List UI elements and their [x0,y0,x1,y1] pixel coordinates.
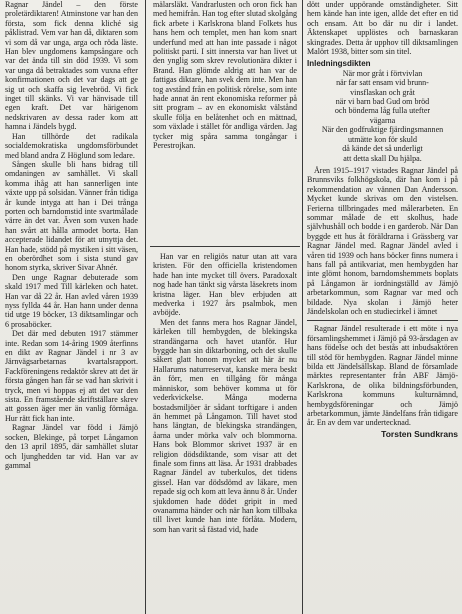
paragraph: mälarsläkt. Vandrarlusten och oron fick han med hemifrån. Han tog efter slutad skolgång fick arbete i Karlskrona bland Folkets hus hans hem och templet, men han kom snart underfund med att han inte passade i något politiskt parti. I sitt innersta var han livet ut den ynglig som skrev revolutionära dikter i Brand. Han glömde aldrig att han var de fattigas diktare, han svek dem inte. Men han tog avstånd från en politisk rörelse, som inte hade annat än rent ekonomiska reformer på sitt program – av en ekonomiskt välstånd skulle följa en belåtenhet och en mättnad, som växlade i stället för andliga värden. Jag tycker mig spåra samma tongångar i Perestrojkan. [153,0,297,151]
poem-line: när far satt ensam vid brunn- [336,78,429,88]
poem [307,69,458,163]
paragraph: Ragnar Jändel var född i Jämjö socken, Blekinge, på torpet Långamon den 13 april 1895, där samhället slutar och ljunghedden tar vid. Han var av gammal [5,423,138,470]
poem-line: när vi barn bad Gud om bröd [335,97,430,107]
paragraph: Ragnar Jändel resulterade i ett möte i nya församlingshemmet i Jämjö på 93-årsdagen av hans födelse och det bestås att inbudsaktören till stöd för hembygden. Ragnar Jändel minne bilda ett Jändelsällskap. Bland de församlade märktes representanter från ABF Jämjö-Karlskrona, de olika bildningsförbunden, Karlskrona kommuns kulturnämnd, hembygdsföreningar och Jämjö arbetarkommun, jämte Jändelfans från tidigare år. En av dem var undertecknad. [307,324,458,428]
author-signature: Torsten Sundkrans [381,428,458,439]
poem-line: vägarna [369,115,396,125]
poem-line: att detta skall Du hjälpa. [343,153,422,163]
poem-line: När mor gråt i förtvivlan [342,68,423,78]
paragraph: Det där med debuten 1917 stämmer inte. Redan som 14-åring 1909 återfinns en dikt av Ragnar Jändel i nr 3 av Järnvägsarbetarnas kvartalsrapport. Fackföreningens redaktör skrev att det är första gången han får se vad han skrivit i tryck, men vi hoppas ej att det var den sista. En framstående skriftställare skrev att gossen äger mer än vanlig förmåga. Hur rätt fick han inte. [5,329,138,423]
poem-line: vinsflaskan och gråt [350,87,415,97]
paragraph: Den unge Ragnar debuterade som skald 1917 med Till kärleken och hatet. Han var då 22 år. Han avled våren 1939 nyss fyllda 44 år. Han hann under denna tid utge 19 böcker, 13 diktsamlingar och 6 prosaböcker. [5,272,138,329]
subheading: Inledningsdikten [307,59,371,69]
paragraph: dött under uppörande omständigheter. Sitt hem kände han inte igen, allde det efter en tid och ensam. Att bo där nu dir i landet. Äktenskapet upplöstes och barnaskaran skingrades. Detta år upphov till diktsamlingen Malört 1938, bitter som sin titel. [307,0,458,57]
section-divider [150,246,300,247]
poem-line: då kände det så underligt [342,144,423,154]
paragraph: Men det fanns mera hos Ragnar Jändel, kärleken till hembygden, de blekingska strandängarna och havet utanför. Hur byggde han sin diktarboning, och det skulle säkert glatt honom mycket att här är nu Hallarums naturreservat, kanske mera beskt än förr, men en tillgång för många människor, som behöver komma ut för vederkvickelse. Många moderna bostadsmiljöer är sådant torftigare i anden än hemmet på Långamon. Till havet stod hans längtan, de blekingska strandängen, åarna under mörka valv och blommorna. Hans bok Blommor skrivet 1937 är en religion dödsdiktande, som visar att det finale som finns att läsa. År 1931 drabbades Ragnar Jändel av tuberkulos, det tidens gissel. Han var dödsdömd av läkare, men repade sig och kom att leva ännu 8 år. Under sjukdomen hade dödet gripit in med ovanamma händer och när han kom tillbaka till livet kunde han inte förlåta. Modern, som han varit så fästad vid, hade [153,317,297,534]
poem-line: och bönderna låg fulla utefter [334,106,431,116]
paragraph: Åren 1915–1917 vistades Ragnar Jändel på Brunnsviks folkhögskola, där han kom i på rekommendation av vännen Dan Andersson. Mycket kunde skrivas om den vistelsen. Ferierna tillbringades med målerarbeten. En sommar målade de ett skolhus, hade självhushåll och bodde i en garderob. När Dan byggde ett hus åt föräldrarna i Grässberg var Ragnar Jändel med. Ragnar Jändel avled i våren tid 1939 och hans böcker finns numera i hans fall på antikvariat, men hembygden har inte glömt honom, barndomshemmets boplats på Långamon är iordningställd av Jämjö arbetarkommun, som Ragnar var med och bildade. Nya skolan i Jämjö heter Jändelskolan och en studiecirkel i ämnet [307,165,458,316]
section-divider [307,320,458,321]
article-column-3 [307,0,458,439]
paragraph: Sången skulle bli hans bidrag till omdaningen av samhället. Vi skall komma ihåg att han sannerligen inte växte upp på solsidan. Vänner från tidiga år kunde intyga att han i Dei trånga porten och barndomstid inte svartmålade värre än det var. Även som vuxen hade han svårt att hålla armodet borta. Han accepterade lidandet för att utnyttja det. Han hade, stödd på mystiken i sitt väsen, en oberördhet som i sista stund gav honom styrka, skriver Sivar Ahnér. [5,159,138,273]
article-column-2-bottom [153,252,297,534]
column-divider [145,0,146,614]
poem-line: När den godfruktige fjärdingsmannen [321,125,444,135]
poem-line: utmätte kon för skuld [347,134,418,144]
paragraph: Han tillhörde det radikala socialdemokratiska ungdomsförbundet med bland andra Z Höglund som ledare. [5,131,138,160]
paragraph: Han var en religiös natur utan att vara kristen. För den officiella kristendomen hade han inte mycket till övers. Paradoxalt nog hade han tänkt sig vårsta läsekrets inom kristna läger. Han blev erbjuden att medverka i 1927 års psalmbok, men avböjde. [153,252,297,318]
column-divider [302,0,303,614]
paragraph: Ragnar Jändel – den förste proletärdiktaren! Atminstone var han den första, som fick denna kliché sig påklistrad. Vem var han då, diktaren som vi som då var unga, arga och röda läste. Han blev ungdomens kampsångare och var det ända till sin död 1939. Vi som var unga då betraktades som vuxna efter konfirmationen och det var dags att ge sig ut och skaffa sig levebröd. Vi fick inget till skänks. Vi var hänvisade till egen kraft. Det var härigenom nedskrivaren av dessa rader kom att hamna i Jändels bygd. [5,0,138,132]
article-column-1 [5,0,138,470]
article-column-2-top [153,0,297,151]
